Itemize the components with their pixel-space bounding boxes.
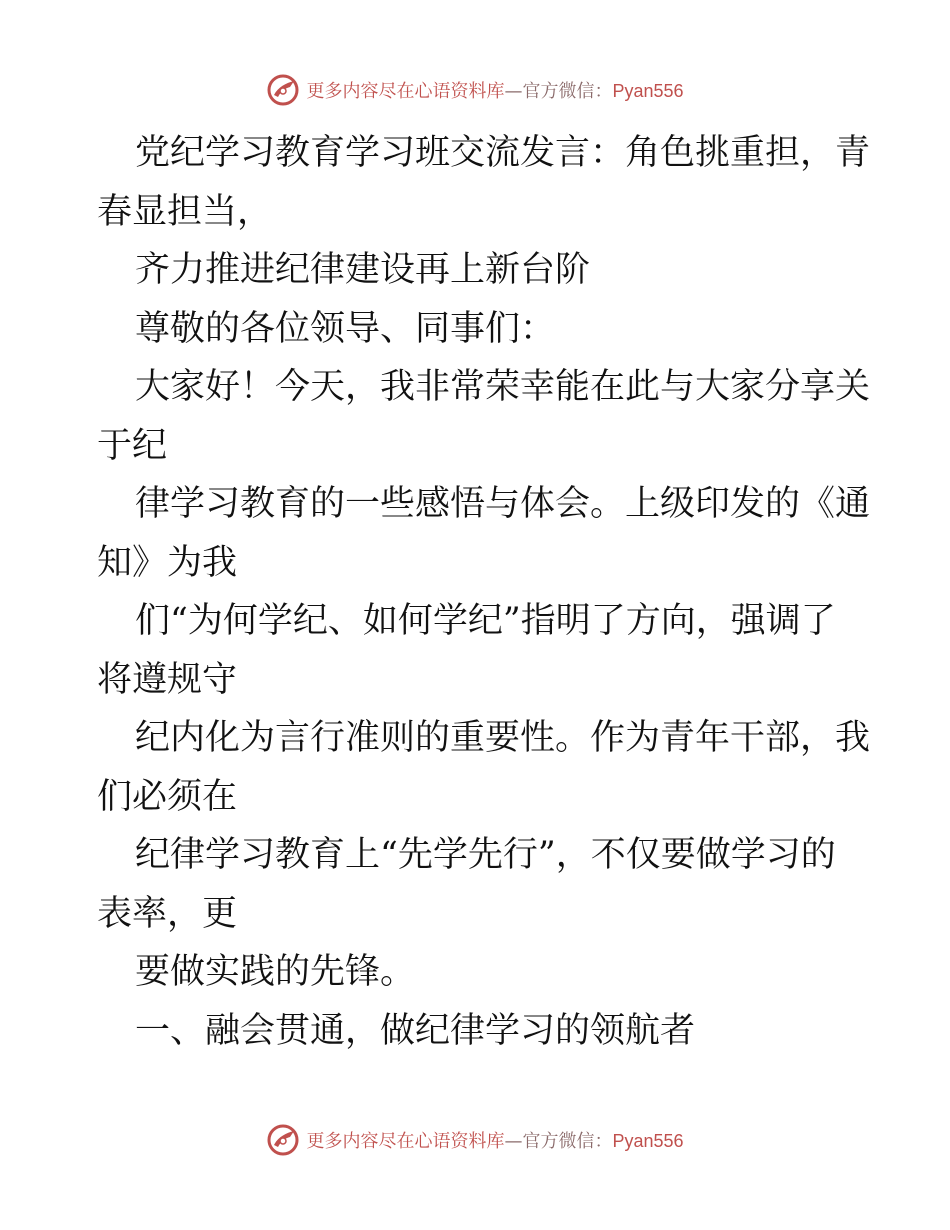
header-wechat-id: Pyan556 (612, 81, 684, 101)
footer-wechat-label: 官方微信： (522, 1131, 613, 1152)
text-line: 们“为何学纪、如何学纪”指明了方向，强调了 (135, 601, 836, 641)
text-line: 齐力推进纪律建设再上新台阶 (135, 250, 591, 290)
text-line: 于纪 (97, 425, 168, 466)
text-line: 表率，更 (97, 893, 238, 934)
footer-separator: — (504, 1131, 523, 1152)
header-text (306, 77, 683, 103)
text-line: 党纪学习教育学习班交流发言：角色挑重担，青 (135, 133, 871, 173)
header-banner (0, 70, 950, 110)
footer-wechat-id: Pyan556 (612, 1131, 684, 1151)
red-circular-logo-icon (266, 1123, 300, 1157)
text-line: 春显担当， (97, 191, 273, 232)
text-line: 们必须在 (97, 776, 238, 817)
text-line: 纪内化为言行准则的重要性。作为青年干部，我 (135, 718, 871, 758)
text-line: 将遵规守 (97, 659, 238, 700)
section-heading: 一、融会贯通，做纪律学习的领航者 (135, 1010, 696, 1051)
footer-text (306, 1127, 683, 1153)
header-brand: 更多内容尽在心语资料库 (306, 81, 505, 102)
header-wechat-label: 官方微信： (522, 81, 613, 102)
text-line: 律学习教育的一些感悟与体会。上级印发的《通 (135, 484, 871, 524)
text-line: 尊敬的各位领导、同事们： (135, 308, 556, 349)
document-body (97, 124, 871, 1060)
text-line: 要做实践的先锋。 (135, 952, 416, 992)
text-line: 纪律学习教育上“先学先行”，不仅要做学习的 (135, 835, 836, 875)
red-circular-logo-icon (266, 73, 300, 107)
text-line: 大家好！今天，我非常荣幸能在此与大家分享关 (135, 367, 871, 407)
footer-banner (0, 1120, 950, 1160)
text-line: 知》为我 (97, 542, 238, 583)
header-separator: — (504, 81, 523, 102)
footer-brand: 更多内容尽在心语资料库 (306, 1131, 505, 1152)
